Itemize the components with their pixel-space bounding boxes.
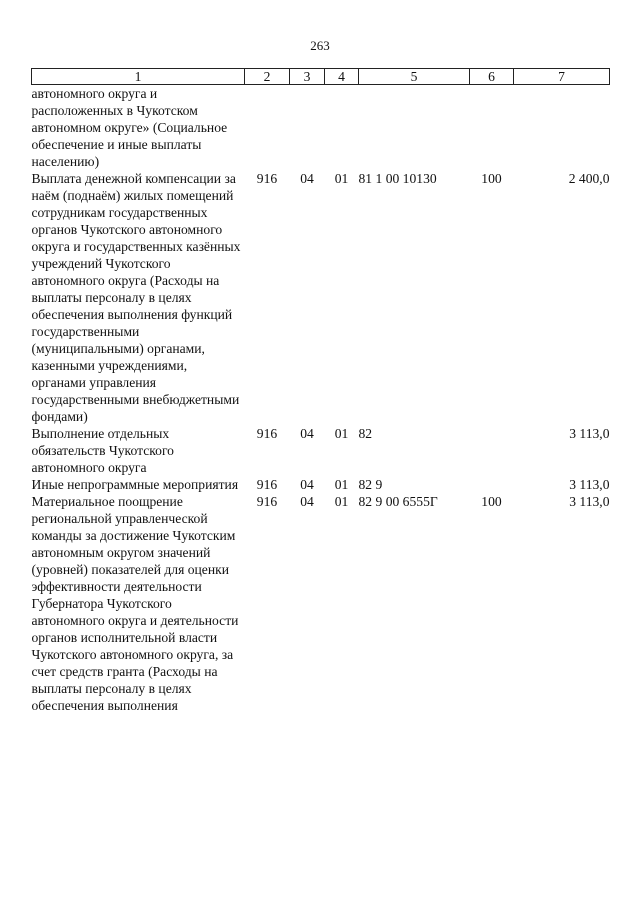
row-sum: 3 113,0 (569, 494, 610, 509)
row-vr (470, 425, 514, 476)
row-name: Выплата денежной компенсации за наём (поднаём) жилых помещений сотрудникам государственных органов Чукотского автономного округа и государственных казённых учреждений Чукотского автономного округа (Расходы на выплаты персоналу в целях обеспечения выполнения функций государственными (муниципальными) органами, казенными учреждениями, органами управления государственными внебюджетными фондами) (31, 171, 241, 424)
row-csr: 82 (358, 426, 373, 441)
row-vr: 100 (481, 171, 502, 186)
row-rz: 04 (300, 494, 314, 509)
row-grbs (245, 85, 290, 171)
row-sum: 3 113,0 (569, 477, 610, 492)
table-row (32, 85, 610, 171)
row-csr: 82 9 00 6555Г (358, 494, 438, 509)
column-header-4: 4 (325, 69, 359, 85)
row-pr: 01 (334, 426, 349, 441)
row-rz: 04 (300, 171, 314, 186)
row-name: автономного округа и расположенных в Чукотском автономном округе» (Социальное обеспечение и иные выплаты населению) (31, 86, 228, 169)
column-header-row (32, 69, 610, 85)
table-row (32, 493, 610, 714)
row-csr: 82 9 (358, 477, 383, 492)
row-vr: 100 (481, 494, 502, 509)
table-row (32, 476, 610, 493)
table-row (32, 425, 610, 476)
row-pr: 01 (334, 494, 349, 509)
page-number: 263 (310, 38, 330, 53)
row-name: Материальное поощрение региональной управленческой команды за достижение Чукотским автономным округом значений (уровней) показателей для оценки эффективности деятельности Губернатора Чукотского автономного округа и деятельности органов исполнительной власти Чукотского автономного округа, за счет средств гранта (Расходы на выплаты персоналу в целях обеспечения выполнения (31, 494, 239, 713)
column-header-2: 2 (245, 69, 290, 85)
row-grbs: 916 (256, 494, 278, 509)
row-sum: 2 400,0 (568, 171, 610, 186)
row-grbs: 916 (256, 426, 278, 441)
column-header-3: 3 (290, 69, 325, 85)
row-csr (359, 85, 470, 171)
row-pr: 01 (334, 171, 349, 186)
column-header-6: 6 (470, 69, 514, 85)
table-row (32, 170, 610, 425)
row-name: Выполнение отдельных обязательств Чукотского автономного округа (31, 426, 174, 475)
row-pr (325, 85, 359, 171)
column-header-7: 7 (514, 69, 610, 85)
row-grbs: 916 (256, 477, 278, 492)
row-sum (514, 85, 610, 171)
budget-table (31, 68, 610, 714)
row-pr: 01 (334, 477, 349, 492)
row-rz: 04 (300, 426, 314, 441)
row-csr: 81 1 00 10130 (358, 171, 437, 186)
row-rz: 04 (300, 477, 314, 492)
row-vr (470, 476, 514, 493)
row-rz (290, 85, 325, 171)
column-header-5: 5 (359, 69, 470, 85)
row-vr (470, 85, 514, 171)
row-name: Иные непрограммные мероприятия (31, 477, 239, 492)
row-grbs: 916 (256, 171, 278, 186)
column-header-1: 1 (32, 69, 245, 85)
row-sum: 3 113,0 (569, 426, 610, 441)
